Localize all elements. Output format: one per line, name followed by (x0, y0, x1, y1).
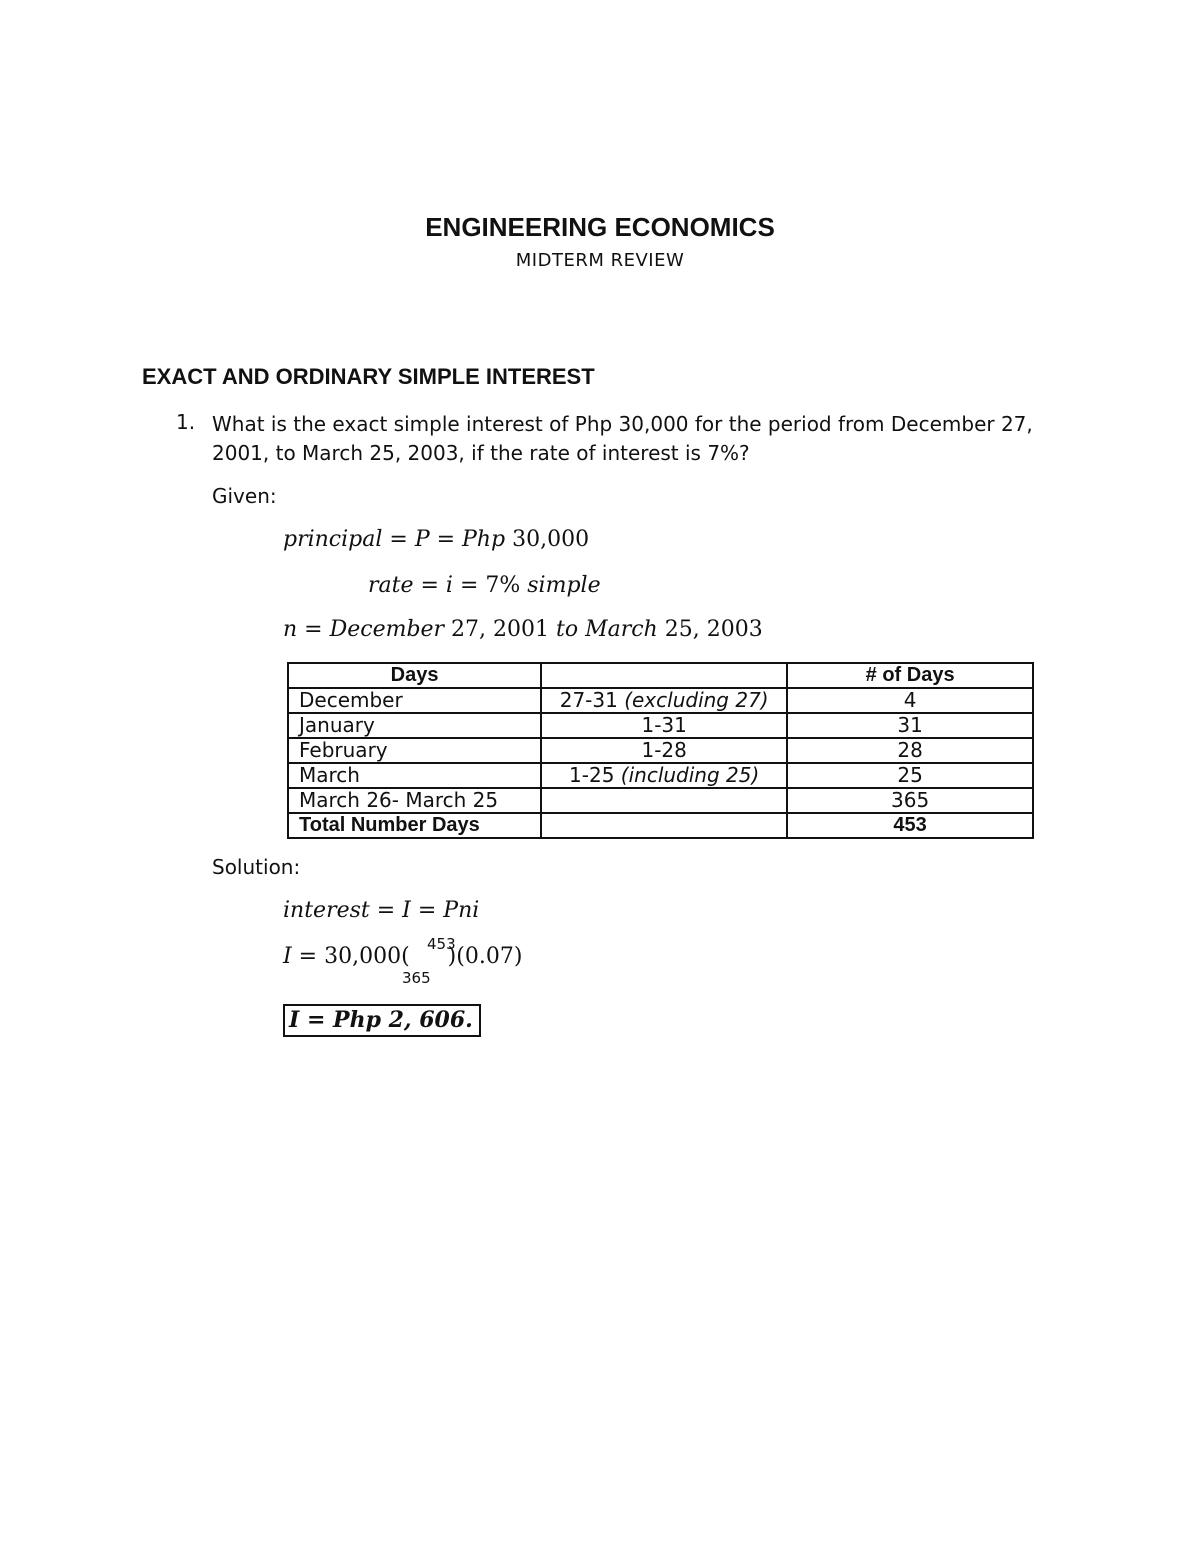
final-answer-box: I = Php 2, 606. (283, 1004, 481, 1037)
total-label: Total Number Days (288, 813, 541, 838)
row-range: 1-25 (including 25) (541, 763, 787, 788)
row-month: March 26- March 25 (288, 788, 541, 813)
row-days: 28 (787, 738, 1033, 763)
row-range: 1-31 (541, 713, 787, 738)
solution-substitution (283, 944, 522, 969)
days-table (287, 662, 1034, 839)
header-days: Days (288, 663, 541, 688)
document-subtitle: MIDTERM REVIEW (515, 250, 685, 271)
total-value: 453 (787, 813, 1033, 838)
table-header-row (288, 663, 1033, 688)
row-month: December (288, 688, 541, 713)
row-days: 31 (787, 713, 1033, 738)
row-range: 1-28 (541, 738, 787, 763)
row-range (541, 788, 787, 813)
header-num-days: # of Days (787, 663, 1033, 688)
section-heading: EXACT AND ORDINARY SIMPLE INTEREST (142, 364, 595, 389)
row-range: 27-31 (excluding 27) (541, 688, 787, 713)
fraction-denominator: 365 (402, 969, 431, 987)
row-days: 4 (787, 688, 1033, 713)
substitution-suffix: )(0.07) (447, 944, 523, 969)
row-month: February (288, 738, 541, 763)
row-month: January (288, 713, 541, 738)
table-row (288, 688, 1033, 713)
given-rate: 𝑟𝑎𝑡𝑒 = 𝑖 = 7% 𝑠𝑖𝑚𝑝𝑙𝑒 (368, 573, 601, 598)
solution-label: Solution: (212, 855, 301, 879)
table-row (288, 788, 1033, 813)
given-label: Given: (212, 484, 277, 508)
table-row (288, 713, 1033, 738)
document-title: ENGINEERING ECONOMICS (425, 212, 775, 242)
row-days: 365 (787, 788, 1033, 813)
table-row (288, 738, 1033, 763)
question-text: What is the exact simple interest of Php 30,000 for the period from December 27, 2001, to March 25, 2003, if the rate of interest is 7%? (212, 412, 1033, 465)
given-principal: 𝑝𝑟𝑖𝑛𝑐𝑖𝑝𝑎𝑙 = 𝑃 = 𝑃ℎ𝑝 30,000 (283, 527, 590, 552)
substitution-prefix: 𝐼 = 30,000( (283, 944, 410, 969)
row-days: 25 (787, 763, 1033, 788)
total-empty (541, 813, 787, 838)
question-number: 1. (176, 410, 196, 434)
fraction-numerator: 453 (427, 935, 456, 953)
row-month: March (288, 763, 541, 788)
given-period: 𝑛 = 𝐷𝑒𝑐𝑒𝑚𝑏𝑒𝑟 27, 2001 𝑡𝑜 𝑀𝑎𝑟𝑐ℎ 25, 2003 (283, 617, 763, 642)
header-range (541, 663, 787, 688)
table-total-row (288, 813, 1033, 838)
table-row (288, 763, 1033, 788)
solution-formula: 𝑖𝑛𝑡𝑒𝑟𝑒𝑠𝑡 = 𝐼 = 𝑃𝑛𝑖 (283, 898, 480, 923)
